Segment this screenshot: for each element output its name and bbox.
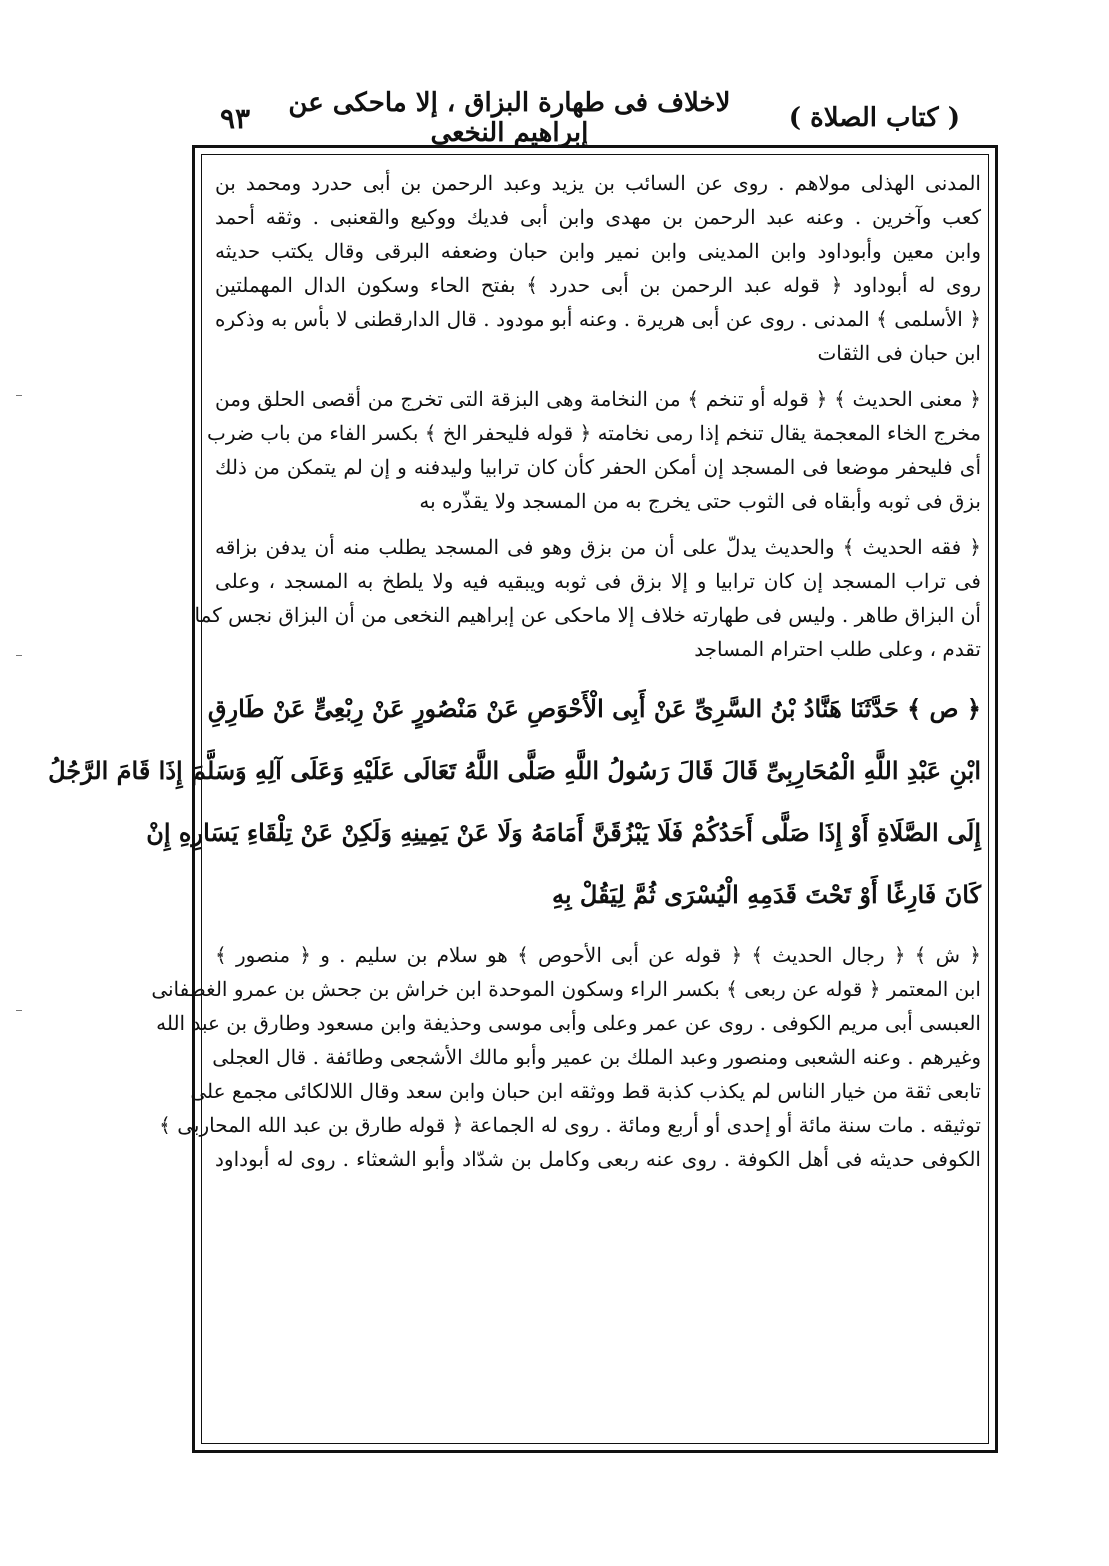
margin-tick xyxy=(16,1010,22,1011)
hadith-line: ﴿ ص ﴾ حَدَّثَنَا هَنَّادُ بْنُ السَّرِىِّ عَنْ أَبِى الْأَحْوَصِ عَنْ مَنْصُورٍ عَنْ رِبْعِىٍّ عَنْ طَارِقِ xyxy=(207,694,981,723)
margin-tick xyxy=(16,395,22,396)
text-line: فى تراب المسجد إن كان ترابيا و إلا بزق فى ثوبه ويبقيه فيه ولا يلطخ به المسجد ، وعلى xyxy=(215,569,981,593)
text-line: المدنى الهذلى مولاهم . روى عن السائب بن يزيد وعبد الرحمن بن أبى حدرد ومحمد بن xyxy=(215,171,981,195)
page-body xyxy=(48,166,982,1188)
text-line: وغيرهم . وعنه الشعبى ومنصور وعبد الملك بن عمير وأبو مالك الأشجعى وطائفة . قال العجلى xyxy=(212,1045,981,1069)
text-line: أى فليحفر موضعا فى المسجد إن أمكن الحفر كأن كان ترابيا وليدفنه و إن لم يتمكن من ذلك xyxy=(215,455,981,479)
hadith-line: كَانَ فَارِغًا أَوْ تَحْتَ قَدَمِهِ الْيُسْرَى ثُمَّ لِيَقُلْ بِهِ xyxy=(552,880,981,909)
text-line: توثيقه . مات سنة مائة أو إحدى أو أربع ومائة . روى له الجماعة ﴿ قوله طارق بن عبد الله المحاربى ﴾ xyxy=(159,1113,981,1137)
text-line: ابن المعتمر ﴿ قوله عن ربعى ﴾ بكسر الراء وسكون الموحدة ابن خراش بن جحش بن عمرو الغطفانى xyxy=(151,977,981,1001)
hadith-narrators xyxy=(151,938,981,1176)
text-line: ﴿ فقه الحديث ﴾ والحديث يدلّ على أن من بزق وهو فى المسجد يطلب منه أن يدفن بزاقه xyxy=(215,535,981,559)
text-line: أن البزاق طاهر . وليس فى طهارته خلاف إلا ماحكى عن إبراهيم النخعى من أن البزاق نجس كما xyxy=(194,603,981,627)
hadith-line: إِلَى الصَّلَاةِ أَوْ إِذَا صَلَّى أَحَدُكُمْ فَلَا يَبْزُقَنَّ أَمَامَهُ وَلَا عَنْ يَمِينِهِ وَلَكِنْ عَنْ تِلْقَاءِ يَسَارِهِ إِنْ xyxy=(146,818,981,847)
commentary-top xyxy=(215,166,981,370)
text-line: تابعى ثقة من خيار الناس لم يكذب كذبة قط ووثقه ابن حبان وابن سعد وقال اللالكائى مجمع على xyxy=(190,1079,981,1103)
text-line: ﴿ الأسلمى ﴾ المدنى . روى عن أبى هريرة . وعنه أبو مودود . قال الدارقطنى لا بأس به وذكره xyxy=(215,307,981,331)
page-number: ٩٣ xyxy=(220,101,251,135)
text-line: وابن معين وأبوداود وابن المدينى وابن نمير وابن حبان وضعفه البرقى وقال يكتب حديثه xyxy=(215,239,982,263)
text-line: مخرج الخاء المعجمة يقال تنخم إذا رمى نخامته ﴿ قوله فليحفر الخ ﴾ بكسر الفاء من باب ضرب xyxy=(206,421,981,445)
margin-tick xyxy=(16,655,22,656)
running-header xyxy=(220,88,960,148)
hadith-jurisprudence xyxy=(194,530,981,666)
page-topic: لاخلاف فى طهارة البزاق ، إلا ماحكى عن إبراهيم النخعى xyxy=(288,88,731,148)
text-line: بزق فى ثوبه وأبقاه فى الثوب حتى يخرج به من المسجد ولا يقذّره به xyxy=(419,489,981,513)
chapter-title: ( كتاب الصلاة ) xyxy=(788,103,960,133)
hadith-text xyxy=(48,678,981,926)
hadith-meaning xyxy=(206,382,981,518)
text-line: كعب وآخرين . وعنه عبد الرحمن بن مهدى وابن أبى فديك ووكيع والقعنبى . وثقه أحمد xyxy=(215,205,981,229)
text-line: الكوفى حديثه فى أهل الكوفة . روى عنه ربعى وكامل بن شدّاد وأبو الشعثاء . روى له أبوداود xyxy=(215,1147,981,1171)
text-line: روى له أبوداود ﴿ قوله عبد الرحمن بن أبى حدرد ﴾ بفتح الحاء وسكون الدال المهملتين xyxy=(215,273,981,297)
hadith-line: ابْنِ عَبْدِ اللَّهِ الْمُحَارِبِىِّ قَالَ قَالَ رَسُولُ اللَّهِ صَلَّى اللَّهُ تَعَالَى عَلَيْهِ وَعَلَى آلِهِ وَسَلَّمَ إِذَا قَامَ الرَّجُلُ xyxy=(48,756,981,785)
text-line: ﴿ معنى الحديث ﴾ ﴿ قوله أو تنخم ﴾ من النخامة وهى البزقة التى تخرج من أقصى الحلق ومن xyxy=(215,387,981,411)
text-line: العبسى أبى مريم الكوفى . روى عن عمر وعلى وأبى موسى وحذيفة وابن مسعود وطارق بن عبد الله xyxy=(156,1011,981,1035)
text-line: تقدم ، وعلى طلب احترام المساجد xyxy=(694,637,981,661)
text-line: ابن حبان فى الثقات xyxy=(817,341,981,365)
text-line: ﴿ ش ﴾ ﴿ رجال الحديث ﴾ ﴿ قوله عن أبى الأحوص ﴾ هو سلام بن سليم . و ﴿ منصور ﴾ xyxy=(215,943,981,967)
